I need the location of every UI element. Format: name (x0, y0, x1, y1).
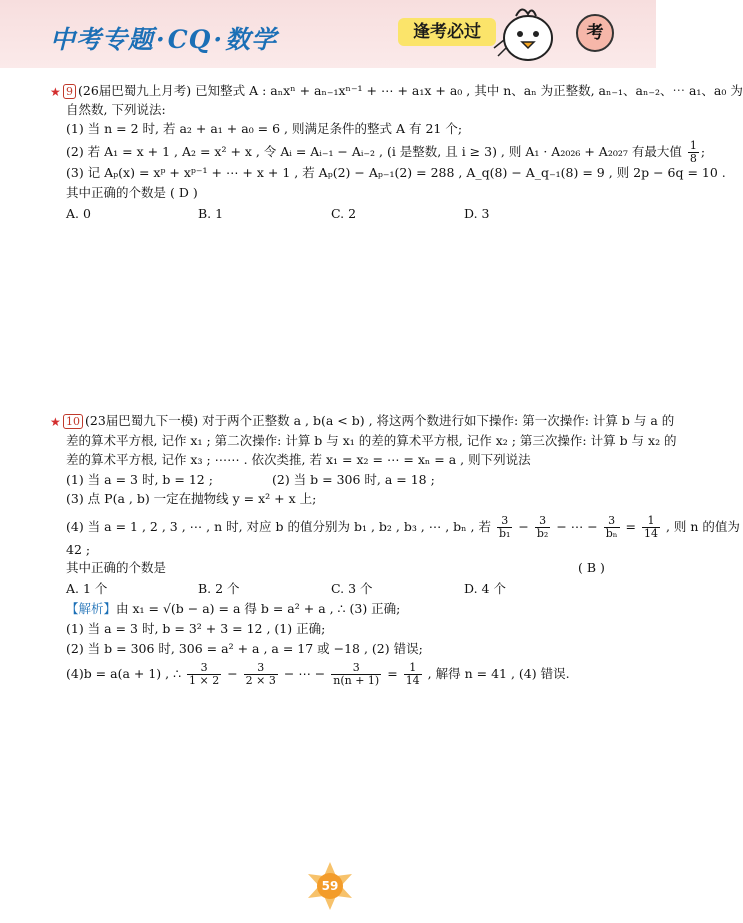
exam-badge: 考 (576, 14, 614, 52)
brand-sep-1: · (156, 25, 166, 54)
q9-text-1: (26届巴蜀九上月考) 已知整式 A : aₙxⁿ + aₙ₋₁xⁿ⁻¹ + ⋯ + a₁x + a₀ , 其中 n、aₙ 为正整数, aₙ₋₁、aₙ₋₂、⋯ a₁、a₀ 为 (78, 83, 743, 98)
slogan-badge: 逢考必过 (398, 18, 496, 46)
q10-s4-end: , 则 n 的值为 (665, 519, 740, 534)
q9-option-c: C. 2 (331, 206, 357, 221)
q10-option-d: D. 4 个 (464, 581, 506, 596)
frac-num: 3 (604, 515, 620, 528)
q9-s2-fraction (688, 140, 699, 165)
page-header (0, 0, 656, 68)
solution-tag: 【解析】 (66, 601, 117, 616)
q10-statement-4-cont: 42 ; (66, 542, 91, 557)
q10-line-2: 差的算术平方根, 记作 x₁ ; 第二次操作: 计算 b 与 x₁ 的差的算术平方根, 记作 x₂ ; 第三次操作: 计算 b 与 x₂ 的 (66, 433, 677, 448)
q9-statement-2 (66, 140, 705, 165)
q10-s4-dots: − ⋯ − (556, 519, 598, 534)
q9-s2-end: ; (700, 144, 706, 159)
q9-line-2: 自然数, 下列说法: (66, 102, 166, 117)
solution-l4-text: (4)b = a(a + 1) , ∴ (66, 666, 182, 681)
fraction (497, 515, 512, 540)
q10-answer: ( B ) (578, 560, 605, 575)
equals: = (387, 666, 398, 681)
star-icon: ★ (50, 415, 61, 429)
q10-text-1: (23届巴蜀九下一模) 对于两个正整数 a , b(a < b) , 将这两个数进行如下操作: 第一次操作: 计算 b 与 a 的 (85, 413, 675, 428)
fraction (187, 662, 221, 687)
q10-ask: 其中正确的个数是 (66, 560, 167, 575)
frac-num: 3 (187, 662, 221, 675)
q9-number: 9 (63, 84, 76, 99)
q9-option-d: D. 3 (464, 206, 490, 221)
brand-left: 中考专题 (50, 25, 155, 54)
fraction (404, 662, 422, 687)
solution-text-1: 由 x₁ = √(b − a) = a 得 b = a² + a , ∴ (3) 正确; (116, 601, 401, 616)
fraction (535, 515, 550, 540)
q9-line-1 (63, 82, 743, 100)
brand-mid: CQ (167, 25, 212, 54)
q10-statement-4: (4) 当 a = 1 , 2 , 3 , ⋯ , n 时, 对应 b 的值分别为 b₁ , b₂ , b₃ , ⋯ , bₙ , 若 $\frac{3}{\text{b₁}}$ − $\frac{3}{\text{b₂}}$ − ⋯ − $\frac{3}{\text{bₙ}}$ = $\frac{1}{14}$ , 则 n 的值为 (66, 514, 740, 540)
frac-den: b₁ (499, 527, 511, 540)
frac-num: 3 (535, 515, 550, 528)
q9-option-a: A. 0 (66, 206, 91, 221)
q10-line-1 (63, 412, 674, 430)
frac-num: 3 (497, 515, 512, 528)
q10-statement-3: (3) 点 P(a , b) 一定在抛物线 y = x² + x 上; (66, 491, 317, 506)
star-icon: ★ (50, 85, 61, 99)
solution-l4-end: , 解得 n = 41 , (4) 错误. (427, 666, 570, 681)
q10-option-b: B. 2 个 (198, 581, 240, 596)
fraction (331, 662, 381, 687)
brand-right: 数学 (225, 25, 278, 54)
frac-den: 14 (405, 674, 420, 687)
q10-s4-text: (4) 当 a = 1 , 2 , 3 , ⋯ , n 时, 对应 b 的值分别为 b₁ , b₂ , b₃ , ⋯ , bₙ , 若 (66, 519, 492, 534)
frac-num: 3 (331, 662, 381, 675)
q10-statement-2: (2) 当 b = 306 时, a = 18 ; (272, 472, 435, 487)
solution-l4-dots: − ⋯ − (283, 666, 326, 681)
frac-den: 1 × 2 (189, 674, 220, 687)
frac-num: 1 (689, 139, 697, 152)
q10-option-a: A. 1 个 (66, 581, 108, 596)
q10-number: 10 (63, 414, 83, 429)
q9-statement-1: (1) 当 n = 2 时, 若 a₂ + a₁ + a₀ = 6 , 则满足条件的整式 A 有 21 个; (66, 121, 463, 136)
frac-den: n(n + 1) (333, 674, 380, 687)
solution-line-2: (1) 当 a = 3 时, b = 3² + 3 = 12 , (1) 正确; (66, 621, 326, 636)
brand-title (50, 20, 277, 54)
q9-s2-text: (2) 若 A₁ = x + 1 , A₂ = x² + x , 令 Aᵢ = Aᵢ₋₁ − Aᵢ₋₂ , (i 是整数, 且 i ≥ 3) , 则 A₁ · A₂₀₂₆ + A₂₀₂₇ 有最大值 (66, 144, 682, 159)
fraction (642, 515, 660, 540)
frac-den: b₂ (536, 527, 549, 540)
frac-num: 1 (404, 662, 422, 675)
solution-line-3: (2) 当 b = 306 时, 306 = a² + a , a = 17 或 −18 , (2) 错误; (66, 641, 423, 656)
q10-line-3: 差的算术平方根, 记作 x₃ ; ⋯⋯ . 依次类推, 若 x₁ = x₂ = ⋯ = xₙ = a , 则下列说法 (66, 452, 531, 467)
frac-den: 8 (689, 152, 697, 165)
fraction (604, 515, 620, 540)
chick-mascot-icon (492, 4, 562, 64)
solution-line-4: (4)b = a(a + 1) , ∴ $\frac{3}{1 \times 2}$ − $\frac{3}{2 \times 3}$ − ⋯ − $\frac{3}{n(n + 1)}$ = $\frac{1}{14}$ , 解得 n = 41 , (4) 错误. (66, 661, 570, 687)
frac-den: 2 × 3 (245, 674, 276, 687)
q9-option-b: B. 1 (198, 206, 224, 221)
frac-den: bₙ (605, 527, 618, 540)
q10-option-c: C. 3 个 (331, 581, 373, 596)
q10-statement-1: (1) 当 a = 3 时, b = 12 ; (66, 472, 213, 487)
frac-num: 1 (642, 515, 660, 528)
solution-line-1 (66, 600, 400, 618)
frac-num: 3 (244, 662, 278, 675)
brand-sep-2: · (213, 25, 224, 54)
page-number: 59 (317, 873, 343, 899)
fraction (244, 662, 278, 687)
frac-den: 14 (643, 527, 658, 540)
q9-ask: 其中正确的个数是 ( D ) (66, 185, 198, 200)
equals: = (625, 519, 636, 534)
q9-statement-3: (3) 记 Aₚ(x) = xᵖ + xᵖ⁻¹ + ⋯ + x + 1 , 若 Aₚ(2) − Aₚ₋₁(2) = 288 , A_q(8) − A_q₋₁(8) = 9 , 则 2p − 6q = 10 . (66, 165, 726, 180)
